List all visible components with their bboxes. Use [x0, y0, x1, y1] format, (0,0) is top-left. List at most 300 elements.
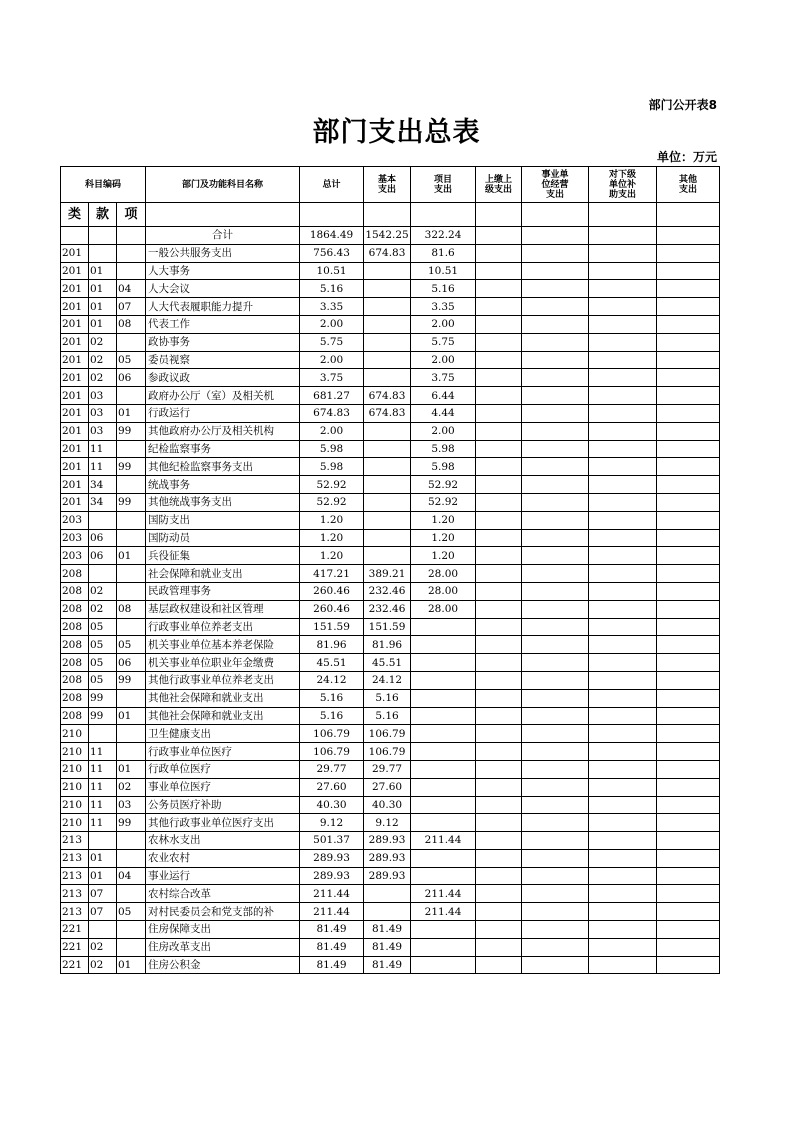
kuan-cell: 02: [89, 956, 117, 974]
basic-cell: [364, 333, 411, 351]
table-row: [61, 440, 720, 458]
basic-cell: [364, 369, 411, 387]
lower-cell: [589, 369, 657, 387]
other-cell: [657, 582, 720, 600]
enterprise-cell: [522, 511, 589, 529]
xiang-cell: [117, 725, 146, 743]
table-row: [61, 618, 720, 636]
other-cell: [657, 903, 720, 921]
enterprise-cell: [522, 565, 589, 583]
project-cell: [411, 760, 476, 778]
upper-cell: [476, 440, 522, 458]
kuan-cell: 11: [89, 778, 117, 796]
project-cell: 52.92: [411, 476, 476, 494]
total-cell: 5.75: [300, 333, 364, 351]
basic-cell: 27.60: [364, 778, 411, 796]
enterprise-cell: [522, 582, 589, 600]
total-cell: 27.60: [300, 778, 364, 796]
lower-cell: [589, 903, 657, 921]
project-cell: [411, 743, 476, 761]
kuan-cell: 11: [89, 458, 117, 476]
project-cell: 211.44: [411, 832, 476, 850]
name-cell: 统战事务: [146, 476, 300, 494]
lower-cell: [589, 422, 657, 440]
name-cell: 住房公积金: [146, 956, 300, 974]
enterprise-cell: [522, 315, 589, 333]
upper-cell: [476, 582, 522, 600]
kuan-cell: 02: [89, 369, 117, 387]
lower-cell: [589, 956, 657, 974]
lei-cell: 208: [61, 600, 89, 618]
kuan-cell: [89, 725, 117, 743]
lei-cell: 213: [61, 885, 89, 903]
name-cell: 机关事业单位职业年金缴费: [146, 654, 300, 672]
project-cell: [411, 636, 476, 654]
name-cell: 农林水支出: [146, 832, 300, 850]
upper-cell: [476, 671, 522, 689]
lei-cell: 208: [61, 582, 89, 600]
table-row: [61, 298, 720, 316]
upper-cell: [476, 921, 522, 939]
total-cell: 260.46: [300, 582, 364, 600]
lei-cell: 201: [61, 440, 89, 458]
table-row: [61, 262, 720, 280]
project-cell: 6.44: [411, 387, 476, 405]
lower-cell: [589, 600, 657, 618]
kuan-cell: 02: [89, 333, 117, 351]
other-cell: [657, 689, 720, 707]
other-cell: [657, 760, 720, 778]
basic-cell: 151.59: [364, 618, 411, 636]
other-cell: [657, 778, 720, 796]
other-cell: [657, 867, 720, 885]
lower-cell: [589, 938, 657, 956]
total-cell: 1864.49: [300, 227, 364, 245]
lower-cell: [589, 671, 657, 689]
lei-cell: 208: [61, 618, 89, 636]
basic-cell: 289.93: [364, 867, 411, 885]
lower-cell: [589, 440, 657, 458]
header-total: 总计: [300, 167, 364, 203]
xiang-cell: 99: [117, 671, 146, 689]
kuan-cell: [89, 921, 117, 939]
kuan-cell: 11: [89, 814, 117, 832]
project-cell: [411, 618, 476, 636]
other-cell: [657, 725, 720, 743]
project-cell: [411, 707, 476, 725]
project-cell: [411, 849, 476, 867]
other-cell: [657, 707, 720, 725]
upper-cell: [476, 885, 522, 903]
name-cell: 政府办公厅（室）及相关机: [146, 387, 300, 405]
upper-cell: [476, 227, 522, 245]
basic-cell: [364, 529, 411, 547]
kuan-cell: 99: [89, 689, 117, 707]
xiang-cell: [117, 387, 146, 405]
basic-cell: 5.16: [364, 689, 411, 707]
header-lei: 类: [61, 203, 89, 227]
other-cell: [657, 814, 720, 832]
header-xiang: 项: [117, 203, 146, 227]
name-cell: 人大事务: [146, 262, 300, 280]
total-cell: 81.49: [300, 938, 364, 956]
other-cell: [657, 351, 720, 369]
basic-cell: [364, 885, 411, 903]
lei-cell: 201: [61, 262, 89, 280]
enterprise-cell: [522, 885, 589, 903]
total-cell: 289.93: [300, 867, 364, 885]
table-row: [61, 689, 720, 707]
header-lower: 对下级 单位补 助支出: [589, 167, 657, 203]
basic-cell: 1542.25: [364, 227, 411, 245]
basic-cell: 40.30: [364, 796, 411, 814]
lei-cell: 201: [61, 351, 89, 369]
upper-cell: [476, 796, 522, 814]
lower-cell: [589, 244, 657, 262]
lei-cell: 213: [61, 867, 89, 885]
table-row: [61, 333, 720, 351]
lower-cell: [589, 529, 657, 547]
header-code: 科目编码: [61, 167, 146, 203]
table-row: [61, 760, 720, 778]
name-cell: 合计: [146, 227, 300, 245]
other-cell: [657, 404, 720, 422]
lei-cell: 201: [61, 244, 89, 262]
enterprise-cell: [522, 351, 589, 369]
enterprise-cell: [522, 867, 589, 885]
table-row: [61, 547, 720, 565]
kuan-cell: 11: [89, 760, 117, 778]
kuan-cell: 05: [89, 636, 117, 654]
enterprise-cell: [522, 743, 589, 761]
total-cell: 81.49: [300, 956, 364, 974]
upper-cell: [476, 422, 522, 440]
project-cell: 52.92: [411, 493, 476, 511]
project-cell: 3.75: [411, 369, 476, 387]
xiang-cell: [117, 262, 146, 280]
xiang-cell: [117, 582, 146, 600]
xiang-cell: 01: [117, 547, 146, 565]
table-row: [61, 280, 720, 298]
xiang-cell: 07: [117, 298, 146, 316]
name-cell: 其他行政事业单位医疗支出: [146, 814, 300, 832]
lower-cell: [589, 654, 657, 672]
lei-cell: 210: [61, 743, 89, 761]
other-cell: [657, 600, 720, 618]
xiang-cell: [117, 333, 146, 351]
name-cell: 民政管理事务: [146, 582, 300, 600]
xiang-cell: [117, 511, 146, 529]
xiang-cell: 08: [117, 600, 146, 618]
lower-cell: [589, 280, 657, 298]
total-cell: 52.92: [300, 493, 364, 511]
page-title: 部门支出总表: [312, 117, 481, 148]
other-cell: [657, 743, 720, 761]
xiang-cell: 99: [117, 493, 146, 511]
xiang-cell: 01: [117, 760, 146, 778]
total-cell: 756.43: [300, 244, 364, 262]
lower-cell: [589, 760, 657, 778]
lei-cell: 201: [61, 280, 89, 298]
project-cell: 5.75: [411, 333, 476, 351]
project-cell: [411, 796, 476, 814]
other-cell: [657, 921, 720, 939]
xiang-cell: 04: [117, 280, 146, 298]
lower-cell: [589, 493, 657, 511]
lei-cell: 210: [61, 778, 89, 796]
project-cell: 2.00: [411, 422, 476, 440]
total-cell: 81.96: [300, 636, 364, 654]
kuan-cell: 11: [89, 440, 117, 458]
name-cell: 行政事业单位医疗: [146, 743, 300, 761]
lei-cell: 208: [61, 671, 89, 689]
upper-cell: [476, 511, 522, 529]
name-cell: 行政运行: [146, 404, 300, 422]
lower-cell: [589, 867, 657, 885]
basic-cell: [364, 280, 411, 298]
total-cell: 501.37: [300, 832, 364, 850]
basic-cell: 106.79: [364, 743, 411, 761]
upper-cell: [476, 689, 522, 707]
lei-cell: 208: [61, 565, 89, 583]
lei-cell: 203: [61, 511, 89, 529]
total-cell: 5.16: [300, 280, 364, 298]
basic-cell: [364, 440, 411, 458]
table-row: [61, 921, 720, 939]
total-cell: 40.30: [300, 796, 364, 814]
basic-cell: 81.49: [364, 921, 411, 939]
table-row: [61, 743, 720, 761]
lei-cell: 208: [61, 654, 89, 672]
xiang-cell: [117, 476, 146, 494]
enterprise-cell: [522, 618, 589, 636]
name-cell: 行政单位医疗: [146, 760, 300, 778]
enterprise-cell: [522, 921, 589, 939]
upper-cell: [476, 529, 522, 547]
basic-cell: [364, 422, 411, 440]
other-cell: [657, 832, 720, 850]
lower-cell: [589, 725, 657, 743]
name-cell: 参政议政: [146, 369, 300, 387]
lei-cell: 221: [61, 956, 89, 974]
table-row: [61, 582, 720, 600]
basic-cell: [364, 298, 411, 316]
total-cell: 10.51: [300, 262, 364, 280]
total-cell: 289.93: [300, 849, 364, 867]
other-cell: [657, 244, 720, 262]
project-cell: 322.24: [411, 227, 476, 245]
kuan-cell: 34: [89, 493, 117, 511]
xiang-cell: 02: [117, 778, 146, 796]
lower-cell: [589, 476, 657, 494]
table-row: [61, 707, 720, 725]
upper-cell: [476, 600, 522, 618]
name-cell: 农村综合改革: [146, 885, 300, 903]
basic-cell: 289.93: [364, 849, 411, 867]
upper-cell: [476, 404, 522, 422]
lower-cell: [589, 262, 657, 280]
xiang-cell: [117, 885, 146, 903]
lower-cell: [589, 778, 657, 796]
lower-cell: [589, 565, 657, 583]
kuan-cell: 34: [89, 476, 117, 494]
table-row: [61, 814, 720, 832]
kuan-cell: 01: [89, 849, 117, 867]
table-row: [61, 956, 720, 974]
table-row: [61, 600, 720, 618]
total-cell: 45.51: [300, 654, 364, 672]
basic-cell: [364, 458, 411, 476]
xiang-cell: [117, 689, 146, 707]
other-cell: [657, 315, 720, 333]
total-cell: 29.77: [300, 760, 364, 778]
enterprise-cell: [522, 796, 589, 814]
kuan-cell: [89, 244, 117, 262]
other-cell: [657, 849, 720, 867]
xiang-cell: 99: [117, 814, 146, 832]
lei-cell: 210: [61, 796, 89, 814]
enterprise-cell: [522, 956, 589, 974]
project-cell: [411, 867, 476, 885]
header-upper: 上缴上 级支出: [476, 167, 522, 203]
name-cell: 基层政权建设和社区管理: [146, 600, 300, 618]
total-cell: 106.79: [300, 725, 364, 743]
enterprise-cell: [522, 938, 589, 956]
name-cell: 其他社会保障和就业支出: [146, 689, 300, 707]
kuan-cell: 11: [89, 743, 117, 761]
lei-cell: 213: [61, 832, 89, 850]
kuan-cell: 02: [89, 600, 117, 618]
project-cell: 211.44: [411, 885, 476, 903]
name-cell: 住房保障支出: [146, 921, 300, 939]
project-cell: 4.44: [411, 404, 476, 422]
kuan-cell: 01: [89, 262, 117, 280]
other-cell: [657, 458, 720, 476]
total-cell: 3.75: [300, 369, 364, 387]
enterprise-cell: [522, 404, 589, 422]
enterprise-cell: [522, 244, 589, 262]
upper-cell: [476, 618, 522, 636]
enterprise-cell: [522, 654, 589, 672]
lei-cell: 210: [61, 814, 89, 832]
kuan-cell: 05: [89, 654, 117, 672]
enterprise-cell: [522, 280, 589, 298]
total-cell: 5.16: [300, 689, 364, 707]
enterprise-cell: [522, 440, 589, 458]
xiang-cell: 01: [117, 956, 146, 974]
kuan-cell: 01: [89, 315, 117, 333]
lower-cell: [589, 618, 657, 636]
enterprise-cell: [522, 387, 589, 405]
project-cell: [411, 938, 476, 956]
xiang-cell: [117, 921, 146, 939]
lower-cell: [589, 689, 657, 707]
lower-cell: [589, 885, 657, 903]
upper-cell: [476, 565, 522, 583]
xiang-cell: [117, 227, 146, 245]
header-other: 其他 支出: [657, 167, 720, 203]
total-cell: 1.20: [300, 511, 364, 529]
total-cell: 1.20: [300, 529, 364, 547]
project-cell: 1.20: [411, 529, 476, 547]
enterprise-cell: [522, 369, 589, 387]
project-cell: 211.44: [411, 903, 476, 921]
table-row: [61, 938, 720, 956]
xiang-cell: [117, 244, 146, 262]
name-cell: 事业运行: [146, 867, 300, 885]
project-cell: 2.00: [411, 351, 476, 369]
total-cell: 2.00: [300, 315, 364, 333]
kuan-cell: 06: [89, 547, 117, 565]
enterprise-cell: [522, 298, 589, 316]
basic-cell: [364, 262, 411, 280]
table-row: [61, 422, 720, 440]
other-cell: [657, 298, 720, 316]
other-cell: [657, 387, 720, 405]
project-cell: 1.20: [411, 511, 476, 529]
kuan-cell: [89, 832, 117, 850]
kuan-cell: 01: [89, 280, 117, 298]
total-cell: 24.12: [300, 671, 364, 689]
other-cell: [657, 671, 720, 689]
other-cell: [657, 511, 720, 529]
project-cell: 5.98: [411, 458, 476, 476]
enterprise-cell: [522, 333, 589, 351]
table-row: [61, 778, 720, 796]
lower-cell: [589, 796, 657, 814]
enterprise-cell: [522, 903, 589, 921]
basic-cell: 9.12: [364, 814, 411, 832]
name-cell: 公务员医疗补助: [146, 796, 300, 814]
table-row: [61, 867, 720, 885]
total-cell: 417.21: [300, 565, 364, 583]
header-project: 项目 支出: [411, 167, 476, 203]
total-cell: 106.79: [300, 743, 364, 761]
upper-cell: [476, 654, 522, 672]
upper-cell: [476, 493, 522, 511]
lei-cell: 201: [61, 404, 89, 422]
lei-cell: 210: [61, 725, 89, 743]
total-cell: 211.44: [300, 885, 364, 903]
lei-cell: 203: [61, 547, 89, 565]
total-cell: 211.44: [300, 903, 364, 921]
name-cell: 兵役征集: [146, 547, 300, 565]
upper-cell: [476, 956, 522, 974]
upper-cell: [476, 938, 522, 956]
name-cell: 农业农村: [146, 849, 300, 867]
kuan-cell: [89, 565, 117, 583]
lei-cell: 221: [61, 938, 89, 956]
lei-cell: 201: [61, 476, 89, 494]
xiang-cell: 08: [117, 315, 146, 333]
header-name: 部门及功能科目名称: [146, 167, 300, 203]
table-row: [61, 387, 720, 405]
project-cell: [411, 689, 476, 707]
name-cell: 对村民委员会和党支部的补: [146, 903, 300, 921]
lei-cell: 201: [61, 315, 89, 333]
other-cell: [657, 618, 720, 636]
total-cell: 681.27: [300, 387, 364, 405]
basic-cell: [364, 903, 411, 921]
lei-cell: 201: [61, 298, 89, 316]
total-cell: 5.98: [300, 440, 364, 458]
basic-cell: [364, 511, 411, 529]
table-row: [61, 315, 720, 333]
other-cell: [657, 280, 720, 298]
basic-cell: 289.93: [364, 832, 411, 850]
total-cell: 5.98: [300, 458, 364, 476]
basic-cell: 389.21: [364, 565, 411, 583]
